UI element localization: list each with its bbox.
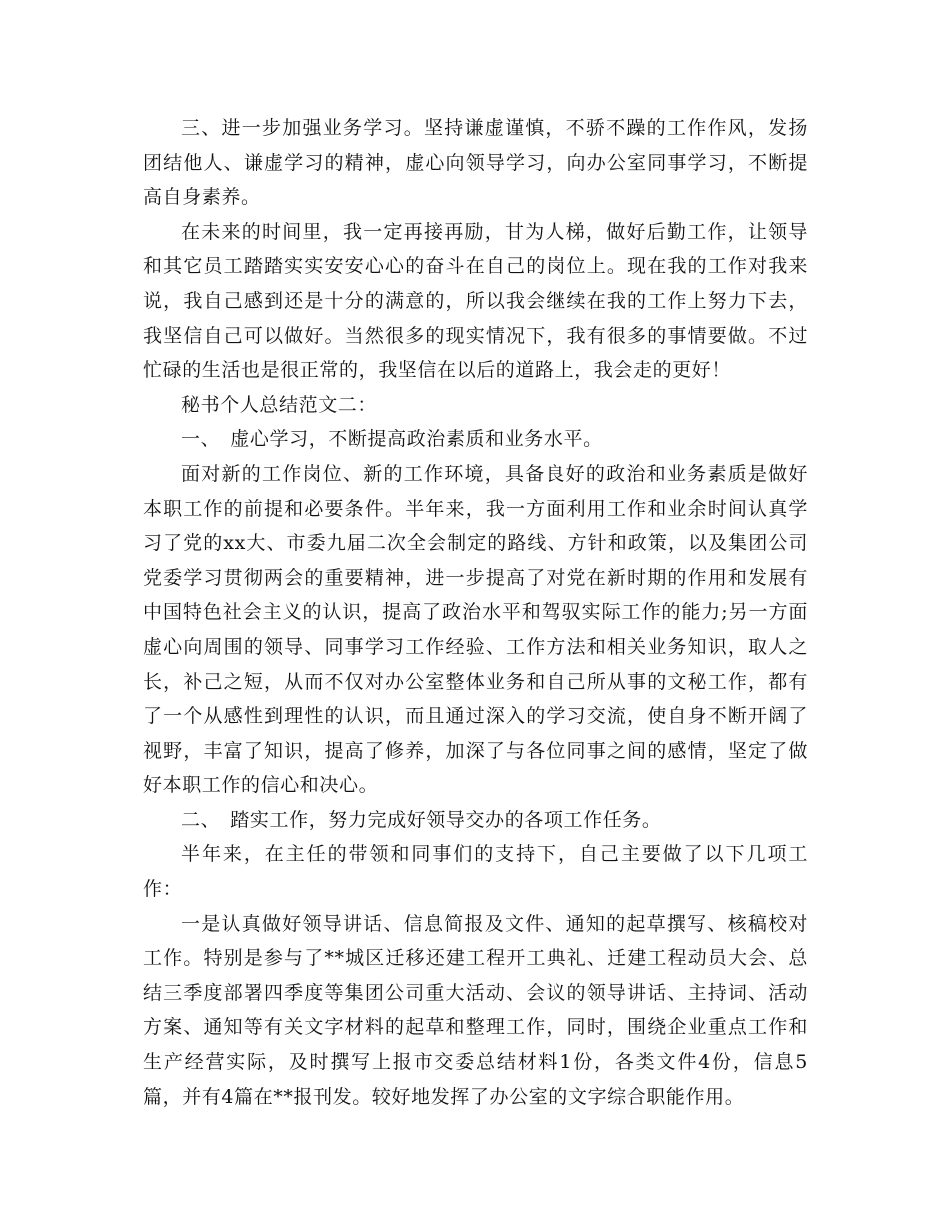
section-heading-sample-two: 秘书个人总结范文二：	[181, 393, 378, 416]
subheading-study: 一、 虚心学习，不断提高政治素质和业务水平。	[181, 428, 603, 451]
subheading-work: 二、 踏实工作，努力完成好领导交办的各项工作任务。	[181, 808, 662, 831]
paragraph-work-detail: 一是认真做好领导讲话、信息简报及文件、通知的起草撰写、核稿校对工作。特别是参与了**城区迁移还建工程开工典礼、迁建工程动员大会、总结三季度部署四季度等集团公司重大活动、会议的领导讲话、主持词、活动方案、通知等有关文字材料的起草和整理工作，同时，围绕企业重点工作和生产经营实际，及时撰写上报市交委总结材料1份，各类文件4份，信息5篇，并有4篇在**报刊发。较好地发挥了办公室的文字综合职能作用。	[143, 912, 808, 1108]
paragraph-work-intro: 半年来，在主任的带领和同事们的支持下，自己主要做了以下几项工作：	[143, 843, 808, 901]
paragraph-business-study: 三、进一步加强业务学习。坚持谦虚谨慎，不骄不躁的工作作风，发扬团结他人、谦虚学习的精神，虚心向领导学习，向办公室同事学习，不断提高自身素养。	[143, 117, 808, 209]
paragraph-study-detail: 面对新的工作岗位、新的工作环境，具备良好的政治和业务素质是做好本职工作的前提和必要条件。半年来，我一方面利用工作和业余时间认真学习了党的xx大、市委九届二次全会制定的路线、方针和政策，以及集团公司党委学习贯彻两会的重要精神，进一步提高了对党在新时期的作用和发展有中国特色社会主义的认识，提高了政治水平和驾驭实际工作的能力;另一方面虚心向周围的领导、同事学习工作经验、工作方法和相关业务知识，取人之长，补己之短，从而不仅对办公室整体业务和自己所从事的文秘工作，都有了一个从感性到理性的认识，而且通过深入的学习交流，使自身不断开阔了视野，丰富了知识，提高了修养，加深了与各位同事之间的感情，坚定了做好本职工作的信心和决心。	[143, 462, 808, 797]
document-body	[143, 111, 808, 1114]
paragraph-future-outlook: 在未来的时间里，我一定再接再励，甘为人梯，做好后勤工作，让领导和其它员工踏踏实实安安心心的奋斗在自己的岗位上。现在我的工作对我来说，我自己感到还是十分的满意的，所以我会继续在我的工作上努力下去，我坚信自己可以做好。当然很多的现实情况下，我有很多的事情要做。不过忙碌的生活也是很正常的，我坚信在以后的道路上，我会走的更好！	[143, 220, 808, 382]
